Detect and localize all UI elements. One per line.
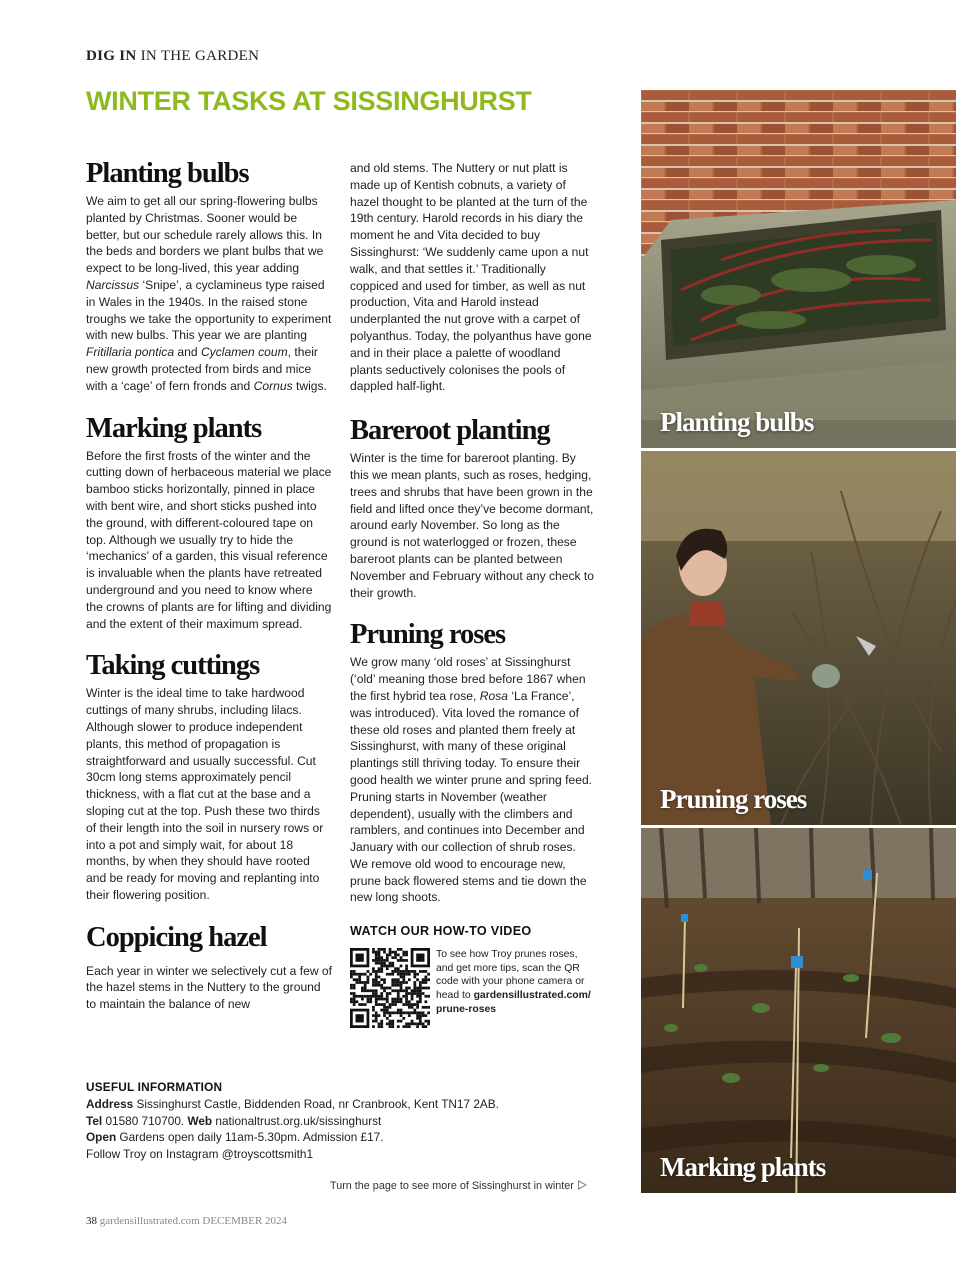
video-link[interactable]: gardensillustrated.com/ prune-roses xyxy=(436,990,591,1015)
section-planting-bulbs xyxy=(86,158,332,395)
subsection-name: IN THE GARDEN xyxy=(140,48,260,64)
section-heading: Taking cuttings xyxy=(86,650,260,682)
section-taking-cuttings xyxy=(86,650,332,903)
video-text: To see how Troy prunes roses, and get more tips, scan the QR code with your phone camera or head to gardensillustrated.com/ prune-roses xyxy=(436,949,591,1015)
section-coppicing-hazel-cont xyxy=(350,160,596,395)
section-body: Before the first frosts of the winter and the cutting down of herbaceous material we place bamboo sticks horizontally, pinned in place with bent wire, and short sticks pushed into the ground, with different-coloured tape on top. Although we usually try to hide the ‘mechanics’ of a garden, this visual reference is invaluable when the plants have retreated underground and you need to know where the crowns of plants are for lifting and dividing and the extent of their maximum spread. xyxy=(86,448,332,631)
section-kicker xyxy=(86,48,259,65)
section-heading: Planting bulbs xyxy=(86,158,249,189)
web-link[interactable]: nationaltrust.org.uk/sissinghurst xyxy=(212,1113,382,1128)
footer-issue: DECEMBER 2024 xyxy=(202,1215,288,1227)
section-heading: Marking plants xyxy=(86,412,262,444)
video-heading: WATCH OUR HOW-TO VIDEO xyxy=(350,924,532,939)
section-body: Winter is the time for bareroot planting. By this we mean plants, such as roses, hedging, trees and shrubs that have been grown in the field and lifted once they’ve become dormant, around early November. So long as the ground is not waterlogged or frozen, these bareroot plants can be planted between November and February without any check to their growth. xyxy=(350,451,595,600)
section-coppicing-hazel xyxy=(86,922,332,1013)
page-footer xyxy=(86,1215,287,1227)
section-heading: Bareroot planting xyxy=(350,415,550,447)
marker-sticks-photo xyxy=(641,828,956,1193)
section-body: and old stems. The Nuttery or nut platt is made up of Kentish cobnuts, a variety of hazel thought to be planted at the turn of the 19th century. Harold records in his diary the moment he and Vita decided to buy Sissinghurst: ‘We suddenly came upon a nut walk, and that settles it.’ Traditionally coppiced and used for timber, as well as nut production, Vita and Harold instead underplanted the nut grove with a carpet of polyanthus. Today, the polyanthus have gone and in their place a palette of woodland plants seductively colonises the pools of dappled half-light. xyxy=(350,161,592,394)
qr-code-icon[interactable] xyxy=(350,948,430,1028)
useful-information xyxy=(86,1079,586,1163)
stone-trough-photo xyxy=(641,90,956,448)
photo-caption: Pruning roses xyxy=(660,784,807,814)
section-bareroot-planting xyxy=(350,415,596,601)
section-body: We aim to get all our spring-flowering bulbs planted by Christmas. Sooner would be better, but our schedule rarely allows this. In the beds and borders we plant bulbs that we expect to be long-lived, this year adding Narcissus ‘Snipe’, a cyclamineus type raised in Wales in the 1940s. In the raised stone troughs we take the opportunity to experiment with new bulbs. This year we are planting Fritillaria pontica and Cyclamen coum, their new growth protected from birds and mice with a ‘cage’ of fern fronds and Cornus twigs. xyxy=(86,194,332,393)
photo-marking-plants xyxy=(641,828,956,1193)
section-pruning-roses xyxy=(350,619,596,906)
page-number: 38 xyxy=(86,1215,97,1227)
photo-pruning-roses xyxy=(641,451,956,825)
section-heading: Coppicing hazel xyxy=(86,921,267,953)
gardener-pruning-photo xyxy=(641,451,956,825)
turn-page-note: Turn the page to see more of Sissinghurst in winter xyxy=(330,1180,587,1192)
address-line: Address Sissinghurst Castle, Biddenden Road, nr Cranbrook, Kent TN17 2AB. xyxy=(86,1096,499,1111)
video-box xyxy=(350,948,596,1028)
instagram-line: Follow Troy on Instagram @troyscottsmith1 xyxy=(86,1147,314,1162)
section-heading: Pruning roses xyxy=(350,619,506,651)
section-marking-plants xyxy=(86,413,332,633)
triangle-arrow-icon xyxy=(578,1180,587,1190)
section-body: We grow many ‘old roses’ at Sissinghurst (‘old’ meaning those bred before 1867 when the first hybrid tea rose, Rosa ‘La France’, was introduced). Vita loved the romance of these old roses and planted them freely at Sissinghurst, with many of these original plantings still thriving today. To ensure their good health we winter prune and spring feed. Pruning starts in November (weather dependent), usually with the climbers and ramblers, and continues into December and January with our collection of shrub roses. We remove old wood to encourage new, prune back flowered stems and tie down the new long shoots. xyxy=(350,655,593,905)
section-name: DIG IN xyxy=(86,48,137,64)
section-body: Winter is the ideal time to take hardwood cuttings of many shrubs, including lilacs. Although slower to produce independent plants, this method of propagation is straightforward and usually successful. Cut 30cm long stems approximately pencil thickness, with a flat cut at the base and a sloping cut at the top. Push these two thirds of their length into the soil in nursery rows or into a pot and simply wait, for about 18 months, by when they should have rooted and be ready for moving and replanting into their flowering position. xyxy=(86,686,324,902)
left-column xyxy=(86,158,332,1031)
photo-planting-bulbs xyxy=(641,90,956,448)
photo-caption: Marking plants xyxy=(660,1152,826,1182)
useful-heading: USEFUL INFORMATION xyxy=(86,1080,223,1094)
contact-line: Tel 01580 710700. Web nationaltrust.org.uk/sissinghurst xyxy=(86,1113,382,1128)
footer-site: gardensillustrated.com xyxy=(99,1215,200,1227)
page-title: WINTER TASKS AT SISSINGHURST xyxy=(86,86,532,116)
opening-line: Open Gardens open daily 11am-5.30pm. Admission £17. xyxy=(86,1130,384,1145)
photo-caption: Planting bulbs xyxy=(660,407,814,437)
section-body: Each year in winter we selectively cut a few of the hazel stems in the Nuttery to the ground to maintain the balance of new xyxy=(86,963,333,1012)
right-column xyxy=(350,160,596,1028)
